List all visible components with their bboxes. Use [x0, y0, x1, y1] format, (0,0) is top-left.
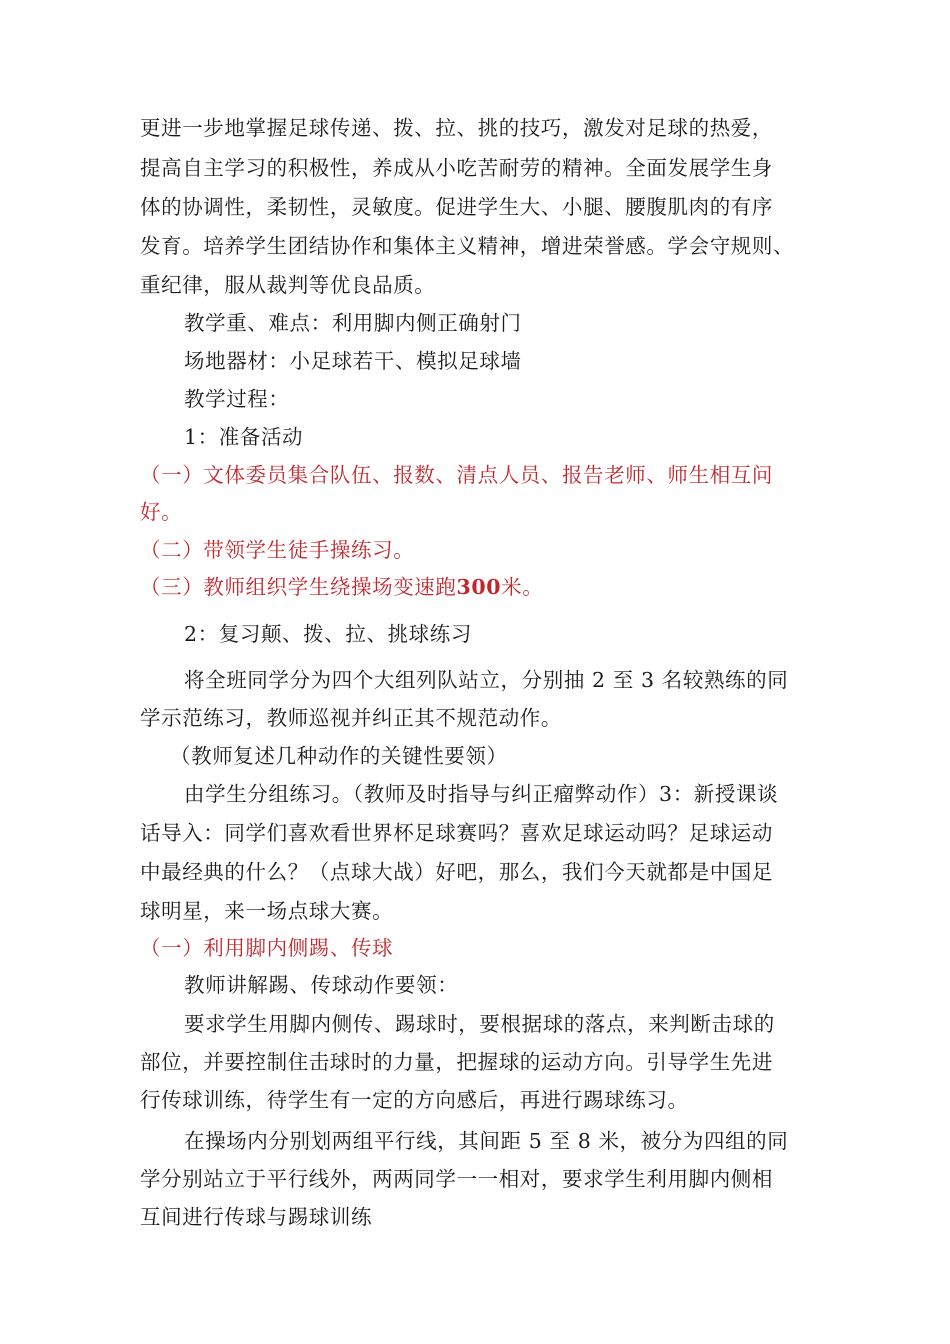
- warmup-item-2: （二）带领学生徒手操练习。: [140, 538, 415, 562]
- paragraph-objectives-line-3: 体的协调性，柔韧性，灵敏度。促进学生大、小腿、腰腹肌肉的有序: [140, 195, 773, 219]
- warmup-unit: 米。: [501, 575, 544, 599]
- paragraph-technique-line-1: 要求学生用脚内侧传、踢球时，要根据球的落点，来判断击球的: [184, 1012, 775, 1036]
- warmup-distance: 300: [456, 575, 502, 599]
- equipment: 场地器材：小足球若干、模拟足球墙: [184, 349, 522, 373]
- warmup-item-3: [140, 573, 543, 601]
- key-points: 教学重、难点：利用脚内侧正确射门: [184, 311, 522, 335]
- paragraph-technique-line-3: 行传球训练，待学生有一定的方向感后，再进行踢球练习。: [140, 1088, 689, 1112]
- paragraph-objectives-line-1: 更进一步地掌握足球传递、拨、拉、挑的技巧，激发对足球的热爱，: [140, 116, 773, 140]
- paragraph-technique-title: 教师讲解踢、传球动作要领：: [184, 973, 459, 997]
- paragraph-intro-line-4: 球明星，来一场点球大赛。: [140, 899, 394, 923]
- paragraph-teacher-review: （教师复述几种动作的关键性要领）: [170, 744, 508, 768]
- paragraph-drill-line-2: 学分别站立于平行线外，两两同学一一相对，要求学生利用脚内侧相: [140, 1167, 773, 1191]
- warmup-item-1-line-2: 好。: [140, 500, 183, 524]
- paragraph-intro-line-3: 中最经典的什么？（点球大战）好吧，那么，我们今天就都是中国足: [140, 860, 773, 884]
- paragraph-objectives-line-2: 提高自主学习的积极性，养成从小吃苦耐劳的精神。全面发展学生身: [140, 156, 773, 180]
- paragraph-drill-line-3: 互间进行传球与踢球训练: [140, 1205, 373, 1229]
- step-1-heading: 1：准备活动: [184, 425, 304, 449]
- paragraph-drill-line-1: 在操场内分别划两组平行线，其间距 5 至 8 米，被分为四组的同: [184, 1129, 789, 1153]
- warmup-item-3-text: （三）教师组织学生绕操场变速跑: [140, 575, 457, 599]
- paragraph-intro-line-1: 由学生分组练习。（教师及时指导与纠正瘤弊动作）3：新授课谈: [184, 782, 779, 806]
- paragraph-grouping-line-1: 将全班同学分为四个大组列队站立，分别抽 2 至 3 名较熟练的同: [184, 668, 789, 692]
- paragraph-technique-line-2: 部位，并要控制住击球时的力量，把握球的运动方向。引导学生先进: [140, 1050, 773, 1074]
- step-2-heading: 2：复习颠、拨、拉、挑球练习: [184, 622, 472, 646]
- process-title: 教学过程：: [184, 387, 290, 411]
- paragraph-grouping-line-2: 学示范练习，教师巡视并纠正其不规范动作。: [140, 706, 562, 730]
- paragraph-objectives-line-4: 发育。培养学生团结协作和集体主义精神，增进荣誉感。学会守规则、: [140, 234, 795, 258]
- new-lesson-item-1: （一）利用脚内侧踢、传球: [140, 936, 394, 960]
- warmup-item-1-line-1: （一）文体委员集合队伍、报数、清点人员、报告老师、师生相互问: [140, 463, 773, 487]
- paragraph-intro-line-2: 话导入：同学们喜欢看世界杯足球赛吗？喜欢足球运动吗？足球运动: [140, 821, 773, 845]
- paragraph-objectives-line-5: 重纪律，服从裁判等优良品质。: [140, 273, 436, 297]
